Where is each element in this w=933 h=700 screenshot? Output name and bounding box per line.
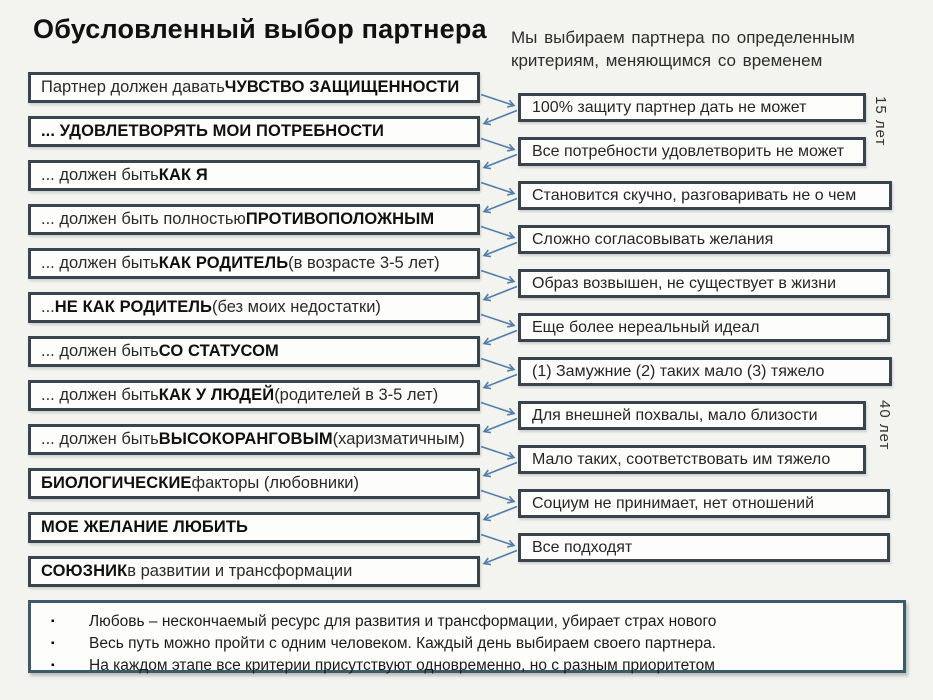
criteria-text: Партнер должен давать [41,78,225,96]
diagram-subtitle: Мы выбираем партнера по определенным критериям, меняющимся со временем [511,28,855,71]
consequence-box [518,181,892,210]
consequence-text: Еще более нереальный идеал [532,318,760,336]
criteria-box [28,116,480,147]
criteria-text: ... УДОВЛЕТВОРЯТЬ МОИ ПОТРЕБНОСТИ [41,122,384,140]
flow-arrow [481,403,514,414]
consequence-text: Все потребности удовлетворить не может [532,142,845,160]
flow-arrow [484,551,517,564]
consequence-box [518,93,866,122]
criteria-text: (харизматичным) [332,430,465,448]
criteria-text: ПРОТИВОПОЛОЖНЫМ [245,210,435,228]
consequence-text: (1) Замужние (2) таких мало (3) тяжело [532,362,825,380]
criteria-box [28,380,480,411]
flow-arrow [481,227,514,238]
flow-arrow [481,183,514,194]
criteria-text: (в возрасте 3-5 лет) [288,254,440,272]
summary-bullet-row [51,655,893,677]
consequence-text: Сложно согласовывать желания [532,230,774,248]
consequence-text: Социум не принимает, нет отношений [532,494,815,512]
criteria-box [28,204,480,235]
flow-arrow [484,111,517,124]
criteria-text: МОЕ ЖЕЛАНИЕ ЛЮБИТЬ [41,518,248,536]
criteria-text: КАК У ЛЮДЕЙ [158,386,275,404]
summary-bullet-text: Любовь – нескончаемый ресурс для развития и трансформации, убирает страх нового [89,613,717,630]
flow-arrow [481,359,514,370]
consequence-box [518,533,890,562]
criteria-box [28,468,480,499]
criteria-text: ... должен быть [41,166,159,184]
flow-arrow [481,271,514,282]
consequence-text: Все подходят [532,538,633,556]
flow-arrow [481,491,514,502]
square-bullet-icon: ▪ [51,660,55,671]
summary-box [28,600,906,673]
criteria-text: ... должен быть [41,254,159,272]
consequence-box [518,445,866,474]
age-label-15: 15 лет [872,96,889,147]
flow-arrow [484,331,517,344]
flow-arrow [484,155,517,168]
criteria-text: ... должен быть [41,430,159,448]
consequence-box [518,269,890,298]
flow-arrow [484,463,517,476]
flow-arrow [484,507,517,520]
criteria-text: ... должен быть [41,386,159,404]
criteria-text: БИОЛОГИЧЕСКИЕ [41,474,192,492]
summary-bullet-text: Весь путь можно пройти с одним человеком. Каждый день выбираем своего партнера. [89,635,717,652]
summary-bullet-row [51,633,893,655]
criteria-text: ЧУВСТВО ЗАЩИЩЕННОСТИ [224,78,460,96]
consequence-box [518,401,866,430]
criteria-box [28,72,480,103]
flow-arrow [481,535,514,546]
criteria-text: ... должен быть полностью [41,210,246,228]
age-label-40: 40 лет [876,400,893,451]
criteria-box [28,248,480,279]
consequence-box [518,225,890,254]
flow-arrow [484,243,517,256]
flow-arrow [481,139,514,150]
consequence-text: Для внешней похвалы, мало близости [532,406,818,424]
consequence-text: 100% защиту партнер дать не может [532,98,807,116]
criteria-box [28,336,480,367]
criteria-box [28,292,480,323]
consequence-text: Мало таких, соответствовать им тяжело [532,450,831,468]
criteria-text: ВЫСОКОРАНГОВЫМ [158,430,333,448]
criteria-text: факторы (любовники) [191,474,360,492]
flow-arrow [484,375,517,388]
criteria-box [28,512,480,543]
criteria-text: (без моих недостатки) [211,298,381,316]
flow-arrow [481,447,514,458]
square-bullet-icon: ▪ [51,638,55,649]
consequence-text: Образ возвышен, не существует в жизни [532,274,837,292]
criteria-text: (родителей в 3-5 лет) [274,386,439,404]
consequence-text: Становится скучно, разговаривать не о чем [532,186,857,204]
consequence-box [518,489,890,518]
criteria-text: КАК РОДИТЕЛЬ [158,254,289,272]
consequence-box [518,313,890,342]
criteria-box [28,424,480,455]
criteria-box [28,556,480,587]
flow-arrow [484,287,517,300]
flow-arrow [484,199,517,212]
flow-arrow [481,95,514,106]
criteria-text: ... должен быть [41,342,159,360]
diagram-title: Обусловленный выбор партнера [33,14,487,44]
consequence-box [518,357,892,386]
square-bullet-icon: ▪ [51,616,55,627]
consequence-box [518,137,866,166]
criteria-box [28,160,480,191]
criteria-text: СОЮЗНИК [41,562,128,580]
flow-arrow [484,419,517,432]
summary-bullet-text: На каждом этапе все критерии присутствуют одновременно, но с разным приоритетом [89,657,715,674]
criteria-text: в развитии и трансформации [127,562,353,580]
criteria-text: КАК Я [158,166,208,184]
flow-arrow [481,315,514,326]
summary-bullet-row [51,611,893,633]
criteria-text: НЕ КАК РОДИТЕЛЬ [54,298,212,316]
criteria-text: ... [41,298,55,316]
criteria-text: СО СТАТУСОМ [158,342,279,360]
